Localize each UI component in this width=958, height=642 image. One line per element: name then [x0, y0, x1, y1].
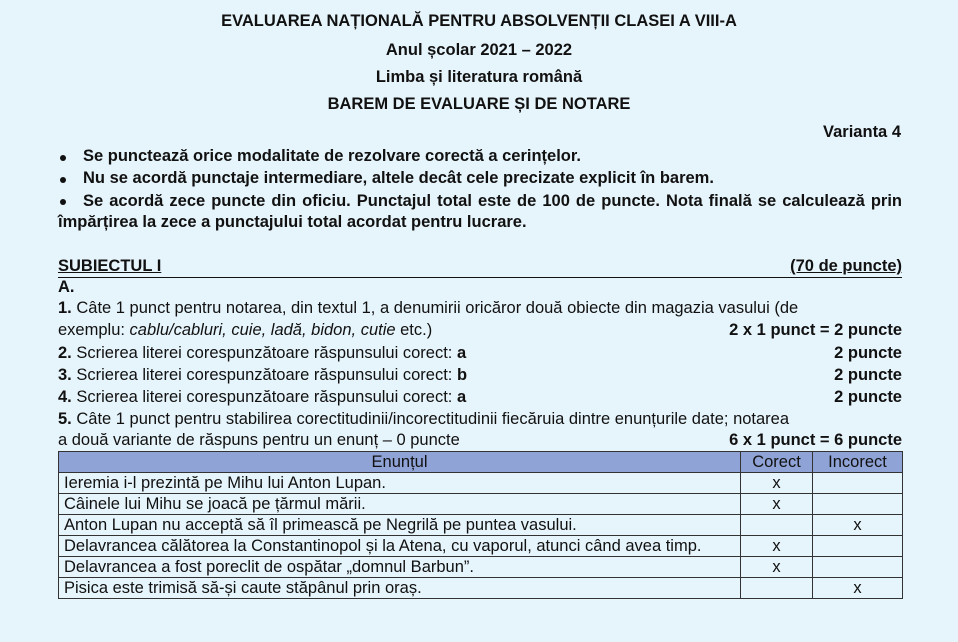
- table-header-row: [59, 452, 903, 473]
- subject-name: Limba și literatura română: [375, 68, 583, 86]
- item-1-line-1: [58, 299, 902, 318]
- bullet-icon: [60, 177, 66, 183]
- section-title: SUBIECTUL I: [58, 257, 162, 275]
- item-4-number: 4.: [58, 388, 72, 406]
- document-type: BAREM DE EVALUARE ȘI DE NOTARE: [327, 95, 631, 113]
- statement-cell: Câinele lui Mihu se joacă pe țărmul mării.: [59, 494, 741, 515]
- rule-3-text: Se acordă zece puncte din oficiu. Punctajul total este de 100 de puncte. Nota finală se calculează prin împărțirea la zece a punctajului total acordat pentru lucrare.: [58, 192, 902, 231]
- section-points: (70 de puncte): [790, 257, 902, 275]
- item-5-number: 5.: [58, 410, 72, 428]
- item-3-points: 2 puncte: [834, 366, 902, 384]
- table-row: [59, 536, 903, 557]
- item-1-text-suffix: etc.): [395, 321, 433, 339]
- item-1-text-prefix: exemplu:: [58, 321, 130, 339]
- item-5-line-1: [58, 410, 902, 429]
- item-3-number: 3.: [58, 366, 72, 384]
- incorect-cell: x: [813, 578, 903, 599]
- table-row: [59, 494, 903, 515]
- statement-cell: Delavrancea a fost poreclit de ospătar „domnul Barbun”.: [59, 557, 741, 578]
- bullet-icon: [60, 199, 66, 205]
- item-1-number: 1.: [58, 299, 72, 317]
- item-4-points: 2 puncte: [834, 388, 902, 406]
- corect-cell: [741, 515, 813, 536]
- item-1-examples: cablu/cabluri, cuie, ladă, bidon, cutie: [129, 321, 396, 339]
- rule-1-text: Se punctează orice modalitate de rezolvare corectă a cerințelor.: [83, 147, 581, 165]
- table-row: [59, 557, 903, 578]
- statement-cell: Anton Lupan nu acceptă să îl primească pe Negrilă pe puntea vasului.: [59, 515, 741, 536]
- item-1-points: 2 x 1 punct = 2 puncte: [729, 321, 902, 339]
- rule-3: [58, 191, 902, 233]
- corect-cell: [741, 578, 813, 599]
- section-header: [58, 257, 902, 278]
- item-4: [58, 388, 902, 407]
- incorect-cell: [813, 494, 903, 515]
- corect-cell: x: [741, 557, 813, 578]
- item-5-points: 6 x 1 punct = 6 puncte: [729, 431, 902, 449]
- variant-label: Varianta 4: [823, 123, 901, 141]
- column-header-incorect: Incorect: [813, 452, 903, 473]
- statement-cell: Delavrancea călătorea la Constantinopol și la Atena, cu vaporul, atunci când avea timp.: [59, 536, 741, 557]
- column-header-corect: Corect: [741, 452, 813, 473]
- corect-cell: x: [741, 536, 813, 557]
- item-1-line-2: [58, 321, 902, 340]
- item-5-line-2: [58, 431, 902, 450]
- incorect-cell: [813, 536, 903, 557]
- item-2-number: 2.: [58, 344, 72, 362]
- bullet-icon: [60, 155, 66, 161]
- item-3: [58, 366, 902, 385]
- item-2-text: Scrierea literei corespunzătoare răspunsului corect:: [76, 344, 457, 362]
- table-row: [59, 473, 903, 494]
- rule-2: [58, 169, 902, 188]
- table-row: [59, 578, 903, 599]
- item-4-text: Scrierea literei corespunzătoare răspunsului corect:: [76, 388, 457, 406]
- incorect-cell: [813, 557, 903, 578]
- rule-2-text: Nu se acordă punctaje intermediare, altele decât cele precizate explicit în barem.: [83, 169, 714, 187]
- column-header-statement: Enunțul: [59, 452, 741, 473]
- item-4-answer: a: [456, 388, 467, 406]
- corect-cell: x: [741, 473, 813, 494]
- item-5-text: Câte 1 punct pentru stabilirea corectitudinii/incorectitudinii fiecăruia dintre enunțurile date; notarea: [76, 410, 790, 428]
- item-3-text: Scrierea literei corespunzătoare răspunsului corect:: [76, 366, 457, 384]
- item-2: [58, 344, 902, 363]
- item-2-answer: a: [456, 344, 467, 362]
- incorect-cell: x: [813, 515, 903, 536]
- rule-1: [58, 147, 902, 166]
- item-2-points: 2 puncte: [834, 344, 902, 362]
- item-5-text-cont: a două variante de răspuns pentru un enunț – 0 puncte: [58, 431, 460, 449]
- incorect-cell: [813, 473, 903, 494]
- part-label: A.: [58, 278, 75, 296]
- item-3-answer: b: [456, 366, 468, 384]
- statement-cell: Ieremia i-l prezintă pe Mihu lui Anton Lupan.: [59, 473, 741, 494]
- school-year: Anul școlar 2021 – 2022: [385, 41, 573, 59]
- statement-cell: Pisica este trimisă să-și caute stăpânul prin oraș.: [59, 578, 741, 599]
- table-row: [59, 515, 903, 536]
- answer-table: [58, 451, 903, 599]
- corect-cell: x: [741, 494, 813, 515]
- item-1-text: Câte 1 punct pentru notarea, din textul 1, a denumirii oricăror două obiecte din magazia vasului (de: [76, 299, 799, 317]
- exam-title: EVALUAREA NAȚIONALĂ PENTRU ABSOLVENȚII CLASEI A VIII-A: [221, 12, 737, 30]
